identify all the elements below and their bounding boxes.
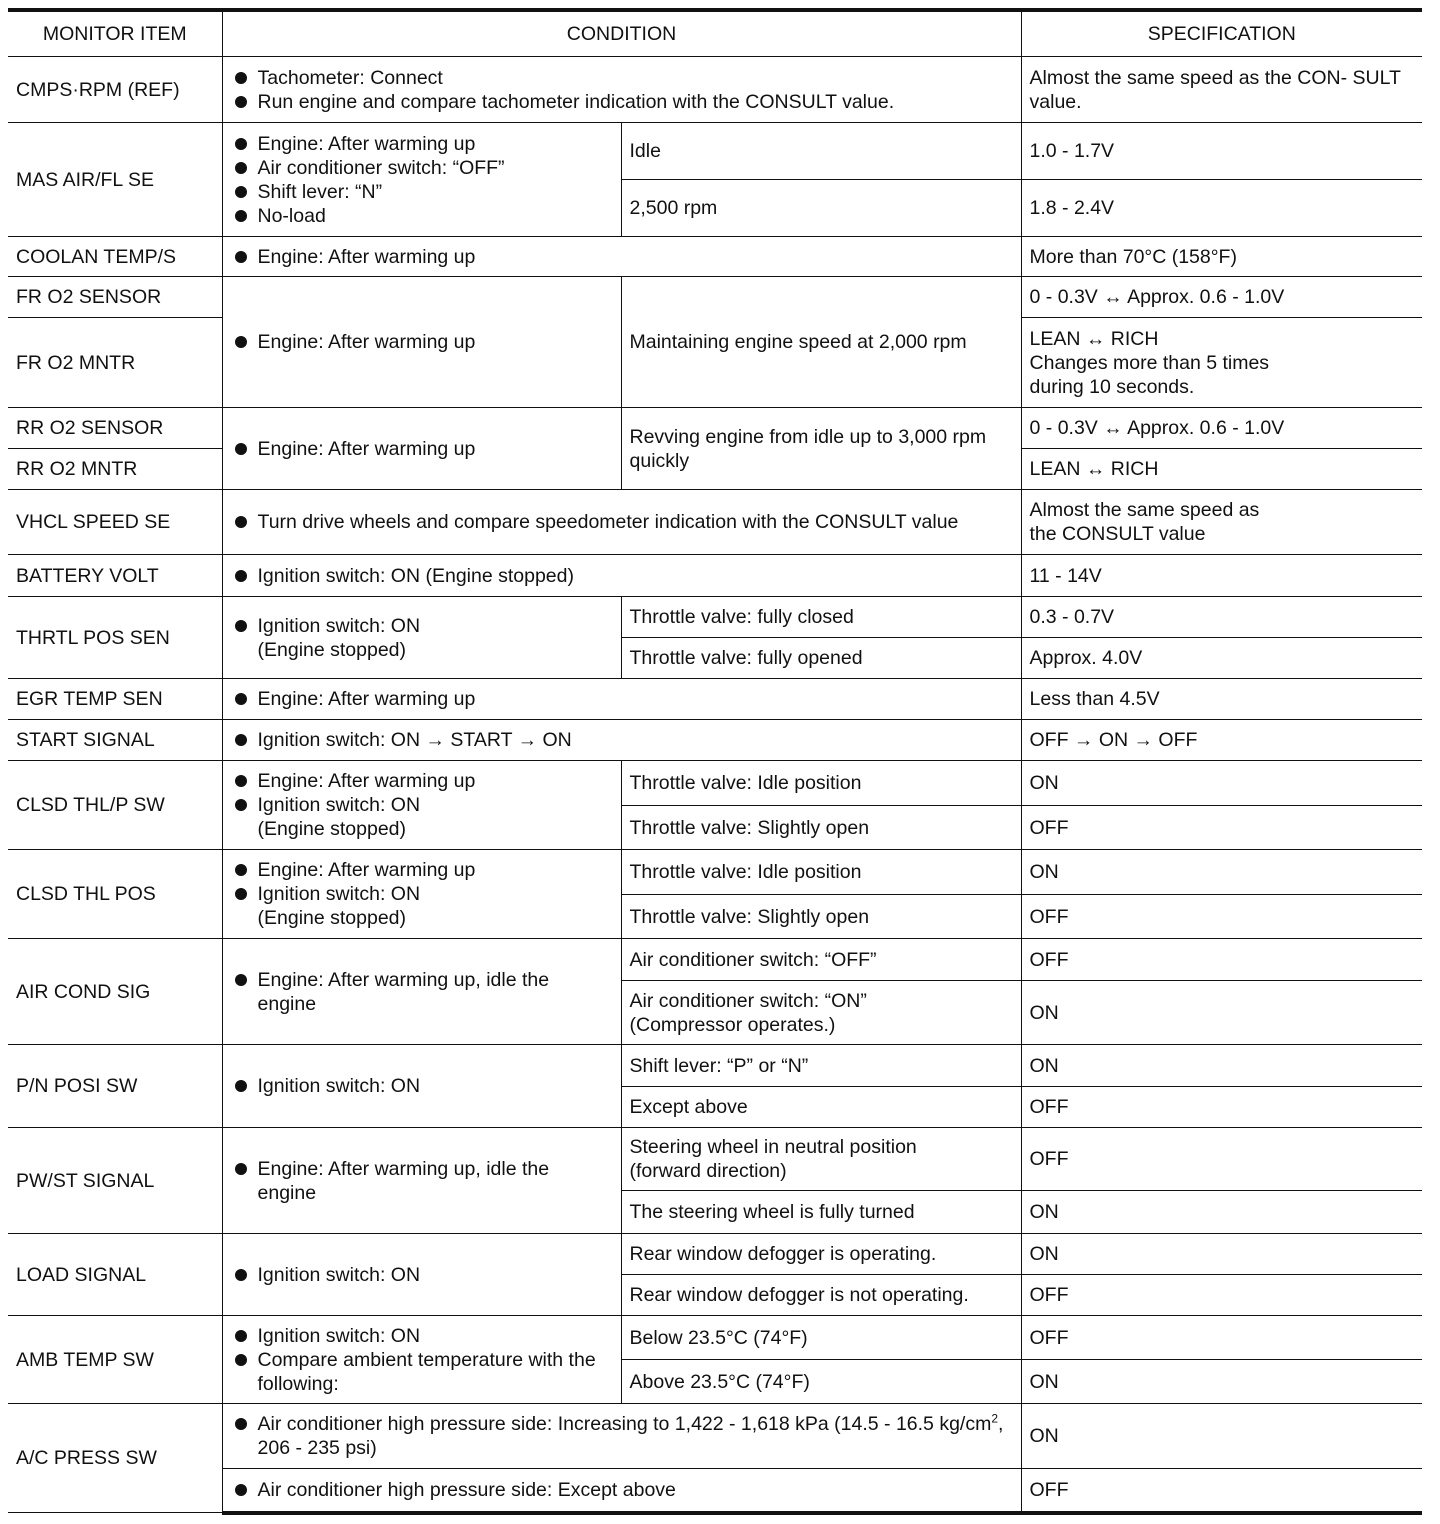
condition-bullet: Ignition switch: ON: [231, 1324, 613, 1348]
condition-cell: [222, 1404, 1021, 1469]
table-row: [8, 277, 1422, 318]
specification-cell: OFF: [1021, 1087, 1422, 1128]
table-row: [8, 1045, 1422, 1087]
sub-condition-cell: Throttle valve: Slightly open: [621, 895, 1021, 939]
condition-bullet: Ignition switch: ON: [231, 1074, 613, 1098]
condition-cell: [222, 1469, 1021, 1513]
monitor-item: RR O2 MNTR: [8, 449, 222, 490]
condition-bullet: Ignition switch: ON: [231, 1263, 613, 1287]
condition-bullet: Engine: After warming up: [231, 132, 613, 156]
condition-bullet: Air conditioner switch: “OFF”: [231, 156, 613, 180]
specification-cell: ON: [1021, 981, 1422, 1045]
specification-cell: ON: [1021, 1234, 1422, 1275]
monitor-item: LOAD SIGNAL: [8, 1234, 222, 1316]
monitor-item: CLSD THL/P SW: [8, 761, 222, 850]
sub-condition-cell: Shift lever: “P” or “N”: [621, 1045, 1021, 1087]
specification-cell: 0 - 0.3V ↔ Approx. 0.6 - 1.0V: [1021, 408, 1422, 449]
monitor-item: RR O2 SENSOR: [8, 408, 222, 449]
monitor-item: BATTERY VOLT: [8, 555, 222, 597]
condition-bullet: Ignition switch: ON (Engine stopped): [231, 564, 1013, 588]
condition-cell: [222, 679, 1021, 720]
table-row: [8, 597, 1422, 638]
condition-cell: [222, 761, 621, 850]
specification-cell: ON: [1021, 761, 1422, 806]
specification-cell: 11 - 14V: [1021, 555, 1422, 597]
specification-cell: ON: [1021, 850, 1422, 895]
monitor-item: FR O2 SENSOR: [8, 277, 222, 318]
specification-cell: ON: [1021, 1360, 1422, 1404]
table-row: [8, 1128, 1422, 1191]
condition-continuation: (Engine stopped): [257, 907, 407, 929]
condition-cell: [222, 1234, 621, 1316]
specification-cell: LEAN ↔ RICH: [1021, 449, 1422, 490]
condition-bullet: Engine: After warming up: [231, 769, 613, 793]
specification-cell: Approx. 4.0V: [1021, 638, 1422, 679]
condition-bullet: Engine: After warming up: [231, 245, 1013, 269]
specification-cell: OFF: [1021, 806, 1422, 850]
specification-cell: ON: [1021, 1191, 1422, 1234]
specification-cell: OFF: [1021, 1469, 1422, 1513]
monitor-item: THRTL POS SEN: [8, 597, 222, 679]
sub-condition-cell: Maintaining engine speed at 2,000 rpm: [621, 277, 1021, 408]
monitor-spec-table: [8, 8, 1422, 1515]
table-row: [8, 57, 1422, 123]
header-monitor-item: MONITOR ITEM: [8, 10, 222, 57]
monitor-item: FR O2 MNTR: [8, 318, 222, 408]
sub-condition-cell: Below 23.5°C (74°F): [621, 1316, 1021, 1360]
condition-bullet: [231, 1412, 1013, 1460]
monitor-item: AMB TEMP SW: [8, 1316, 222, 1404]
table-row: [8, 850, 1422, 895]
monitor-item: VHCL SPEED SE: [8, 490, 222, 555]
table-row: [8, 555, 1422, 597]
sub-condition-cell: Above 23.5°C (74°F): [621, 1360, 1021, 1404]
spec-line: the CONSULT value: [1029, 523, 1206, 545]
condition-cell: [222, 1316, 621, 1404]
condition-cell: [222, 490, 1021, 555]
monitor-item: P/N POSI SW: [8, 1045, 222, 1128]
condition-bullet: Engine: After warming up: [231, 687, 1013, 711]
condition-bullet: Engine: After warming up, idle the engine: [231, 1157, 613, 1205]
monitor-item: AIR COND SIG: [8, 939, 222, 1045]
monitor-item: A/C PRESS SW: [8, 1404, 222, 1513]
sub-condition-cell: Revving engine from idle up to 3,000 rpm quickly: [621, 408, 1021, 490]
spec-line: Changes more than 5 times: [1029, 351, 1270, 374]
sub-condition-cell: Throttle valve: fully closed: [621, 597, 1021, 638]
monitor-item: MAS AIR/FL SE: [8, 123, 222, 237]
condition-bullet: Ignition switch: ON: [231, 882, 613, 906]
condition-cell: [222, 123, 621, 237]
specification-cell: 0 - 0.3V ↔ Approx. 0.6 - 1.0V: [1021, 277, 1422, 318]
condition-bullet: Ignition switch: ON → START → ON: [231, 728, 1013, 752]
sub-condition-cell: Throttle valve: fully opened: [621, 638, 1021, 679]
sub-condition-cell: Throttle valve: Slightly open: [621, 806, 1021, 850]
condition-bullet: Run engine and compare tachometer indication with the CONSULT value.: [231, 90, 1013, 114]
condition-bullet: Shift lever: “N”: [231, 180, 613, 204]
condition-cell: [222, 597, 621, 679]
sub-condition-cell: The steering wheel is fully turned: [621, 1191, 1021, 1234]
specification-cell: 1.0 - 1.7V: [1021, 123, 1422, 180]
spec-line: during 10 seconds.: [1029, 375, 1195, 398]
monitor-item: COOLAN TEMP/S: [8, 237, 222, 277]
condition-cell: [222, 1045, 621, 1128]
sub-condition-cell: Throttle valve: Idle position: [621, 850, 1021, 895]
superscript: 2: [991, 1411, 999, 1426]
condition-cell: [222, 720, 1021, 761]
condition-cell: [222, 408, 621, 490]
condition-bullet: Compare ambient temperature with the following:: [231, 1348, 613, 1396]
specification-cell: 0.3 - 0.7V: [1021, 597, 1422, 638]
condition-cell: [222, 939, 621, 1045]
condition-cell: [222, 850, 621, 939]
specification-cell: [1021, 318, 1422, 408]
header-condition: CONDITION: [222, 10, 1021, 57]
specification-cell: Less than 4.5V: [1021, 679, 1422, 720]
table-row: [8, 1234, 1422, 1275]
condition-cell: [222, 277, 621, 408]
specification-cell: Almost the same speed as the CON- SULT value.: [1021, 57, 1422, 123]
sub-condition-cell: Idle: [621, 123, 1021, 180]
table-row: [8, 939, 1422, 981]
sub-condition-cell: Rear window defogger is operating.: [621, 1234, 1021, 1275]
specification-cell: OFF: [1021, 939, 1422, 981]
sub-condition-cell: Air conditioner switch: “OFF”: [621, 939, 1021, 981]
specification-cell: 1.8 - 2.4V: [1021, 180, 1422, 237]
specification-cell: OFF → ON → OFF: [1021, 720, 1422, 761]
condition-cell: [222, 1128, 621, 1234]
condition-bullet: Engine: After warming up: [231, 858, 613, 882]
condition-continuation: (Engine stopped): [257, 638, 407, 661]
condition-bullet: Ignition switch: ON: [231, 614, 613, 638]
sub-condition-line: Air conditioner switch: “ON”: [629, 989, 867, 1012]
specification-cell: ON: [1021, 1045, 1422, 1087]
table-row: [8, 1404, 1422, 1469]
sub-condition-cell: [621, 1128, 1021, 1191]
condition-cell: [222, 237, 1021, 277]
condition-cell: [222, 555, 1021, 597]
sub-condition-line: (forward direction): [629, 1160, 787, 1182]
sub-condition-line: Steering wheel in neutral position: [629, 1136, 917, 1158]
specification-cell: OFF: [1021, 1128, 1422, 1191]
table-row: [8, 123, 1422, 180]
table-row: [8, 720, 1422, 761]
monitor-item: CMPS·RPM (REF): [8, 57, 222, 123]
table-row: [8, 1316, 1422, 1360]
condition-cell: [222, 57, 1021, 123]
table-row: [8, 761, 1422, 806]
sub-condition-cell: 2,500 rpm: [621, 180, 1021, 237]
condition-bullet: Engine: After warming up: [231, 437, 613, 461]
monitor-item: START SIGNAL: [8, 720, 222, 761]
sub-condition-cell: Rear window defogger is not operating.: [621, 1275, 1021, 1316]
specification-cell: ON: [1021, 1404, 1422, 1469]
sub-condition-cell: Throttle valve: Idle position: [621, 761, 1021, 806]
spec-line: LEAN ↔ RICH: [1029, 327, 1159, 350]
sub-condition-cell: Except above: [621, 1087, 1021, 1128]
table-row: [8, 490, 1422, 555]
condition-bullet: Ignition switch: ON: [231, 793, 613, 817]
specification-cell: OFF: [1021, 1316, 1422, 1360]
condition-bullet: Air conditioner high pressure side: Except above: [231, 1478, 1013, 1502]
specification-cell: OFF: [1021, 895, 1422, 939]
condition-text: Air conditioner high pressure side: Increasing to 1,422 - 1,618 kPa (14.5 - 16.5 kg/cm: [257, 1413, 992, 1435]
specification-cell: OFF: [1021, 1275, 1422, 1316]
monitor-item: PW/ST SIGNAL: [8, 1128, 222, 1234]
condition-text: , 206 - 235 psi): [257, 1413, 1004, 1459]
specification-cell: [1021, 490, 1422, 555]
table-row: [8, 679, 1422, 720]
sub-condition-cell: [621, 981, 1021, 1045]
specification-cell: More than 70°C (158°F): [1021, 237, 1422, 277]
spec-line: Almost the same speed as: [1029, 499, 1260, 521]
sub-condition-line: (Compressor operates.): [629, 1013, 836, 1036]
table-row: [8, 237, 1422, 277]
condition-bullet: Turn drive wheels and compare speedometer indication with the CONSULT value: [231, 510, 1013, 534]
monitor-item: CLSD THL POS: [8, 850, 222, 939]
table-row: [8, 408, 1422, 449]
condition-bullet: Tachometer: Connect: [231, 66, 1013, 90]
condition-continuation: (Engine stopped): [257, 818, 407, 840]
header-specification: SPECIFICATION: [1021, 10, 1422, 57]
condition-bullet: Engine: After warming up, idle the engine: [231, 968, 613, 1016]
monitor-item: EGR TEMP SEN: [8, 679, 222, 720]
condition-bullet: No-load: [231, 204, 613, 228]
condition-bullet: Engine: After warming up: [231, 330, 613, 354]
